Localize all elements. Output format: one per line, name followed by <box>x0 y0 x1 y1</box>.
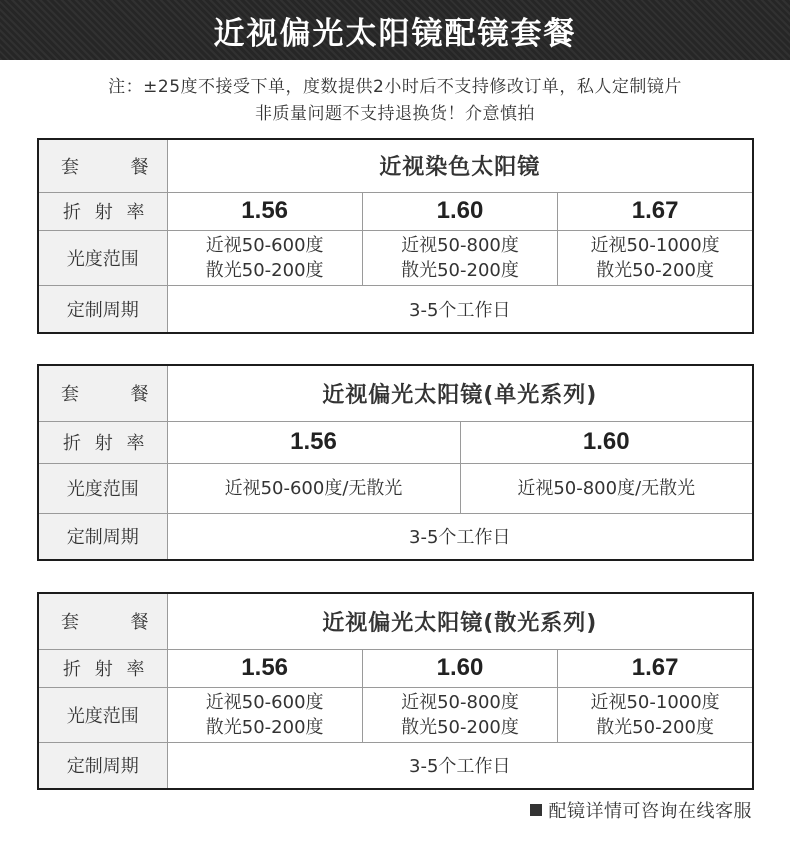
cycle-value: 3-5个工作日 <box>167 513 753 560</box>
index-value: 1.60 <box>362 192 557 230</box>
table-row <box>38 139 753 192</box>
notice-line-2: 非质量问题不支持退换货！介意慎拍 <box>255 104 535 124</box>
page-title: 近视偏光太阳镜配镜套餐 <box>213 15 577 52</box>
table-row <box>38 593 753 649</box>
index-value: 1.56 <box>167 421 460 463</box>
square-bullet-icon <box>530 804 542 816</box>
index-value: 1.67 <box>558 192 753 230</box>
header-banner <box>0 0 790 60</box>
range-label: 光度范围 <box>38 230 167 285</box>
index-value: 1.60 <box>460 421 753 463</box>
package-table-single-vision <box>37 364 754 561</box>
table-row <box>38 230 753 285</box>
notice-line-1: 注：±25度不接受下单，度数提供2小时后不支持修改订单，私人定制镜片 <box>108 77 682 97</box>
table-row <box>38 365 753 421</box>
table-row <box>38 742 753 789</box>
range-value: 近视50-600度 散光50-200度 <box>167 230 362 285</box>
range-value: 近视50-1000度 散光50-200度 <box>558 687 753 742</box>
package-title: 近视染色太阳镜 <box>167 139 753 192</box>
footer-note <box>530 797 753 823</box>
index-label: 折 射 率 <box>38 192 167 230</box>
cycle-label: 定制周期 <box>38 742 167 789</box>
cycle-value: 3-5个工作日 <box>167 742 753 789</box>
table-row <box>38 463 753 513</box>
cycle-value: 3-5个工作日 <box>167 285 753 333</box>
cycle-label: 定制周期 <box>38 513 167 560</box>
package-label: 套 餐 <box>38 365 167 421</box>
package-table-tinted <box>37 138 754 334</box>
range-value: 近视50-800度 散光50-200度 <box>362 230 557 285</box>
footer-text: 配镜详情可咨询在线客服 <box>548 801 752 822</box>
table-row <box>38 285 753 333</box>
range-value: 近视50-800度/无散光 <box>460 463 753 513</box>
range-value: 近视50-800度 散光50-200度 <box>362 687 557 742</box>
table-row <box>38 649 753 687</box>
cycle-label: 定制周期 <box>38 285 167 333</box>
range-label: 光度范围 <box>38 463 167 513</box>
index-label: 折 射 率 <box>38 421 167 463</box>
table-row <box>38 421 753 463</box>
range-value: 近视50-1000度 散光50-200度 <box>558 230 753 285</box>
range-value: 近视50-600度/无散光 <box>167 463 460 513</box>
index-value: 1.56 <box>167 192 362 230</box>
package-title: 近视偏光太阳镜(散光系列) <box>167 593 753 649</box>
package-title: 近视偏光太阳镜(单光系列) <box>167 365 753 421</box>
range-value: 近视50-600度 散光50-200度 <box>167 687 362 742</box>
package-table-astigmatism <box>37 592 754 790</box>
index-value: 1.56 <box>167 649 362 687</box>
table-row <box>38 687 753 742</box>
range-label: 光度范围 <box>38 687 167 742</box>
table-row <box>38 513 753 560</box>
package-label: 套 餐 <box>38 593 167 649</box>
index-value: 1.60 <box>362 649 557 687</box>
table-row <box>38 192 753 230</box>
package-label: 套 餐 <box>38 139 167 192</box>
index-value: 1.67 <box>558 649 753 687</box>
index-label: 折 射 率 <box>38 649 167 687</box>
